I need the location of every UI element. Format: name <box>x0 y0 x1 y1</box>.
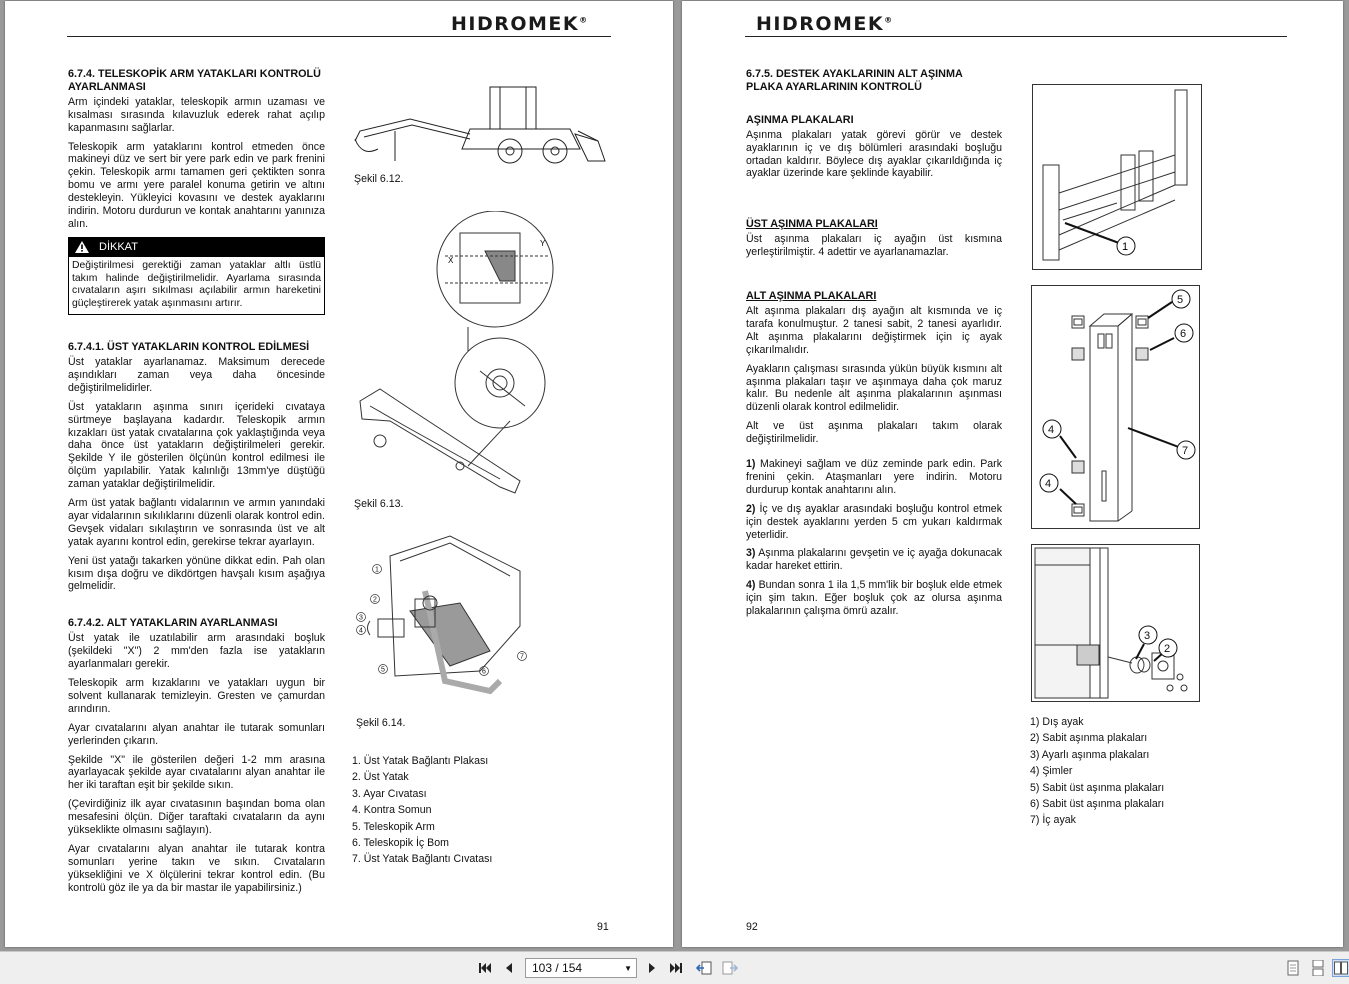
section-heading: 6.7.5. DESTEK AYAKLARININ ALT AŞINMA PLAKA AYARLARININ KONTROLÜ <box>746 68 963 93</box>
label-y: Y <box>540 239 546 248</box>
figure-caption: Şekil 6.14. <box>356 717 406 729</box>
brand-logo: HIDROMEK® <box>756 13 894 35</box>
list-item: 2) Sabit aşınma plakaları <box>1030 732 1148 745</box>
forward-view-icon <box>722 960 738 976</box>
chevron-down-icon: ▼ <box>624 964 632 973</box>
page-selector[interactable] <box>525 958 637 978</box>
last-page-button[interactable] <box>667 959 685 977</box>
last-page-icon <box>669 962 683 974</box>
list-item: 3) Ayarlı aşınma plakaları <box>1030 748 1150 761</box>
subsection-heading: AŞINMA PLAKALARI <box>746 113 854 126</box>
paragraph: Teleskopik arm kızaklarını ve yatakları uygun bir solvent kullanarak temizleyin. Gresten ve çamurdan arındırın. <box>68 677 325 715</box>
paragraph: Alt aşınma plakaları dış ayağın alt kısmında ve iç tarafa konulmuştur. 2 tanesi sabit, 2 tanesi ayarlıdır. Alt aşınma plakalarını değiştirmek için iç ayak çıkarılmalıdır. <box>746 304 1002 356</box>
callout: 4 <box>1045 478 1052 490</box>
header-rule <box>745 36 1287 37</box>
previous-page-button[interactable] <box>500 959 518 977</box>
bearing-section-figure <box>350 531 530 701</box>
subsection-heading: 6.7.4.2. ALT YATAKLARIN AYARLANMASI <box>68 617 278 630</box>
paragraph: Ayar cıvatalarını alyan anahtar ile tutarak kontra somunları yerine takın ve sıkın. Cıvataların yüksekliğini ve X ölçülerini tekrar kontrol edin. (Bu kontrolü göz ile ya da bir mastar ile yapabilirsiniz.) <box>68 842 325 894</box>
header-rule <box>67 36 611 37</box>
callout: 7 <box>520 653 524 661</box>
right-text-column <box>746 68 1002 624</box>
callout: 5 <box>1177 294 1184 306</box>
page-number: 92 <box>746 921 758 933</box>
page-number: 91 <box>597 921 609 933</box>
subsection-heading: 6.7.4.1. ÜST YATAKLARIN KONTROL EDİLMESİ <box>68 341 310 354</box>
callout: 4 <box>1048 424 1055 436</box>
list-item: 6. Teleskopik İç Bom <box>352 837 449 850</box>
paragraph: Arm içindeki yataklar, teleskopik armın uzaması ve kısalması sırasında kılavuzluk ederek rahat açılıp kapanmasını sağlarlar. <box>68 95 325 134</box>
callout: 5 <box>381 666 385 674</box>
first-page-icon <box>478 962 492 974</box>
paragraph: Ayakların çalışması sırasında yükün büyük kısmını alt aşınma plakaları taşır ve aşınmaya daha çok maruz kalır. Bu nedenle alt aşınma plakalarının aşınması düzenli olarak kontrol edilmelidir. <box>746 362 1002 414</box>
callout: 6 <box>1180 328 1187 340</box>
list-item: 5) Sabit üst aşınma plakaları <box>1030 781 1165 794</box>
warning-icon <box>75 241 89 253</box>
two-page-view-button[interactable] <box>1332 959 1349 977</box>
paragraph: Teleskopik arm yataklarını kontrol etmeden önce makineyi düz ve sert bir yere park edin ve park frenini çekin. Teleskopik armı tamamen geri çektikten sonra bomu ve armı yere paralel konuma getirin ve altını destekleyin. Yükleyici kovasını ve destek ayaklarını indirin. Motoru durdurun ve kontak anahtarını yanınıza alın. <box>68 140 325 230</box>
callout: 2 <box>1164 643 1171 655</box>
subsection-heading: ÜST AŞINMA PLAKALARI <box>746 218 878 231</box>
callout: 2 <box>373 596 377 604</box>
callout: 1 <box>1122 241 1129 253</box>
list-item: 1. Üst Yatak Bağlantı Plakası <box>352 755 489 767</box>
brand-logo: HIDROMEK® <box>451 13 589 35</box>
figure-caption: Şekil 6.13. <box>354 498 404 510</box>
callout: 7 <box>1182 445 1189 457</box>
list-item: 7. Üst Yatak Bağlantı Cıvatası <box>352 853 493 866</box>
list-item: 3. Ayar Cıvatası <box>352 787 427 800</box>
wear-plate-detail-figure <box>1031 544 1200 702</box>
left-text-column <box>68 68 325 901</box>
back-view-icon <box>696 960 712 976</box>
list-item: 2. Üst Yatak <box>352 771 409 784</box>
warning-box <box>68 237 325 315</box>
list-item: 7) İç ayak <box>1030 814 1076 827</box>
step-item: 4) Bundan sonra 1 ila 1,5 mm'lik bir boşluk elde etmek için şim takın. Eğer boşluk çok az olursa aşınma plakalarının çalışma ömrü azalır. <box>746 579 1002 618</box>
go-forward-view-button[interactable] <box>721 959 739 977</box>
figure-caption: Şekil 6.12. <box>354 173 404 185</box>
paragraph: (Çevirdiğiniz ilk ayar cıvatasının başından boma olan mesafesini ölçün. Diğer taraftaki cıvataların da aynı yükseklikte olmasını sağlayın). <box>68 798 325 837</box>
list-item: 6) Sabit üst aşınma plakaları <box>1030 798 1165 811</box>
warning-title: DİKKAT <box>99 240 138 253</box>
step-item: 3) Aşınma plakalarını gevşetin ve iç ayağa dokunacak kadar hareket ettirin. <box>746 547 1002 573</box>
two-page-icon <box>1334 961 1348 975</box>
arm-bearing-figure <box>350 211 560 496</box>
warning-header <box>69 238 324 257</box>
paragraph: Ayar cıvatalarını alyan anahtar ile tutarak somunları yerlerinden çıkarın. <box>68 721 325 747</box>
paragraph: Üst yatak ile uzatılabilir arm arasındaki boşluk (şekildeki "X") 2 mm'den fazla ise yatakların ayarlanmaları gerekir. <box>68 632 325 671</box>
paragraph: Üst yataklar ayarlanamaz. Maksimum derecede aşındıkları zaman veya daha öncesinde değiştirilmelidirler. <box>68 355 325 394</box>
next-page-icon <box>647 962 657 974</box>
callout: 3 <box>1144 630 1151 642</box>
paragraph: Üst yatakların aşınma sınırı içerideki cıvataya sürtmeye başlayana kadardır. Teleskopik armın kızakları üst yatak cıvatalarına çok yaklaştığında veya daha önce üst yatakların değiştirilmeleri gerekir. Şekilde Y ile gösterilen ölçünün kontrol edilmesi ile ölçüm yapılabilir. Yatak kalınlığı 13mm'ye düştüğü zaman yataklar değiştirilmelidir. <box>68 400 325 491</box>
step-item: 1) Makineyi sağlam ve düz zeminde park edin. Park frenini çekin. Ataşmanları yere indirin. Motoru durdurup kontak anahtarını alın. <box>746 458 1002 496</box>
list-item: 4) Şimler <box>1030 765 1073 778</box>
callout: 3 <box>359 614 363 622</box>
first-page-button[interactable] <box>476 959 494 977</box>
warning-text: Değiştirilmesi gerektiği zaman yataklar altlı üstlü takım halinde değiştirilmelidir. Ayarlama sırasında cıvataların aşırı sıkılması açılabilir armın hareketini güçleştirerek yatak aşınmasını artırır. <box>72 259 321 310</box>
viewer-toolbar <box>0 951 1349 984</box>
step-item: 2) İç ve dış ayaklar arasındaki boşluğu kontrol etmek için destek ayaklarını yerden 5 cm yukarı kaldırmak yeterlidir. <box>746 502 1002 541</box>
paragraph: Üst aşınma plakaları iç ayağın üst kısmına yerleştirilmiştir. 4 adettir ve ayarlanamazlar. <box>746 233 1002 259</box>
next-page-button[interactable] <box>643 959 661 977</box>
backhoe-figure <box>350 79 610 171</box>
paragraph: Aşınma plakaları yatak görevi görür ve destek ayaklarının iç ve dış bölümleri arasındaki boşluğu ortadan kaldırır. Böylece dış ayaklar çıkarıldığında iç ayaklar üzerinde kare şeklinde kayabilir. <box>746 128 1002 180</box>
legend-list <box>1030 714 1164 829</box>
list-item: 5. Teleskopik Arm <box>352 820 435 833</box>
list-item: 1) Dış ayak <box>1030 716 1084 728</box>
single-page-icon <box>1287 960 1299 976</box>
paragraph: Yeni üst yatağı takarken yönüne dikkat edin. Pah olan kısım dışa doğru ve dikdörtgen havşalı kısım aşağıya gelmelidir. <box>68 554 325 593</box>
previous-page-icon <box>504 962 514 974</box>
outer-leg-figure <box>1032 84 1202 270</box>
paragraph: Arm üst yatak bağlantı vidalarının ve armın yanındaki ayar vidalarının sıkılıklarını düzenli olarak kontrol edin. Gevşek vidaları sıkılaştırın ve sonrasında üst ve alt yatak ayarını kontrol edin, gerekirse tekrar ayarlayın. <box>68 497 325 548</box>
subsection-heading: ALT AŞINMA PLAKALARI <box>746 290 877 303</box>
callout: 4 <box>359 627 363 635</box>
page-indicator: 103 / 154 <box>532 961 583 975</box>
parts-list <box>352 753 492 868</box>
label-x: X <box>448 256 454 265</box>
paragraph: Alt ve üst aşınma plakaları takım olarak değiştirilmelidir. <box>746 420 1002 446</box>
left-page <box>5 1 673 947</box>
single-page-view-button[interactable] <box>1284 959 1302 977</box>
section-heading: 6.7.4. TELESKOPİK ARM YATAKLARI KONTROLÜ AYARLANMASI <box>68 68 321 93</box>
callout: 6 <box>482 668 486 676</box>
go-back-view-button[interactable] <box>695 959 713 977</box>
inner-leg-figure <box>1031 285 1200 529</box>
continuous-view-button[interactable] <box>1309 959 1327 977</box>
right-page <box>682 1 1343 947</box>
paragraph: Şekilde "X" ile gösterilen değeri 1-2 mm arasına ayarlayacak şekilde ayar cıvatalarını alyan anahtar ile her iki taraftan eşit bir şekilde sıkın. <box>68 753 325 792</box>
list-item: 4. Kontra Somun <box>352 804 432 817</box>
callout: 1 <box>375 566 379 574</box>
continuous-page-icon <box>1312 960 1324 976</box>
